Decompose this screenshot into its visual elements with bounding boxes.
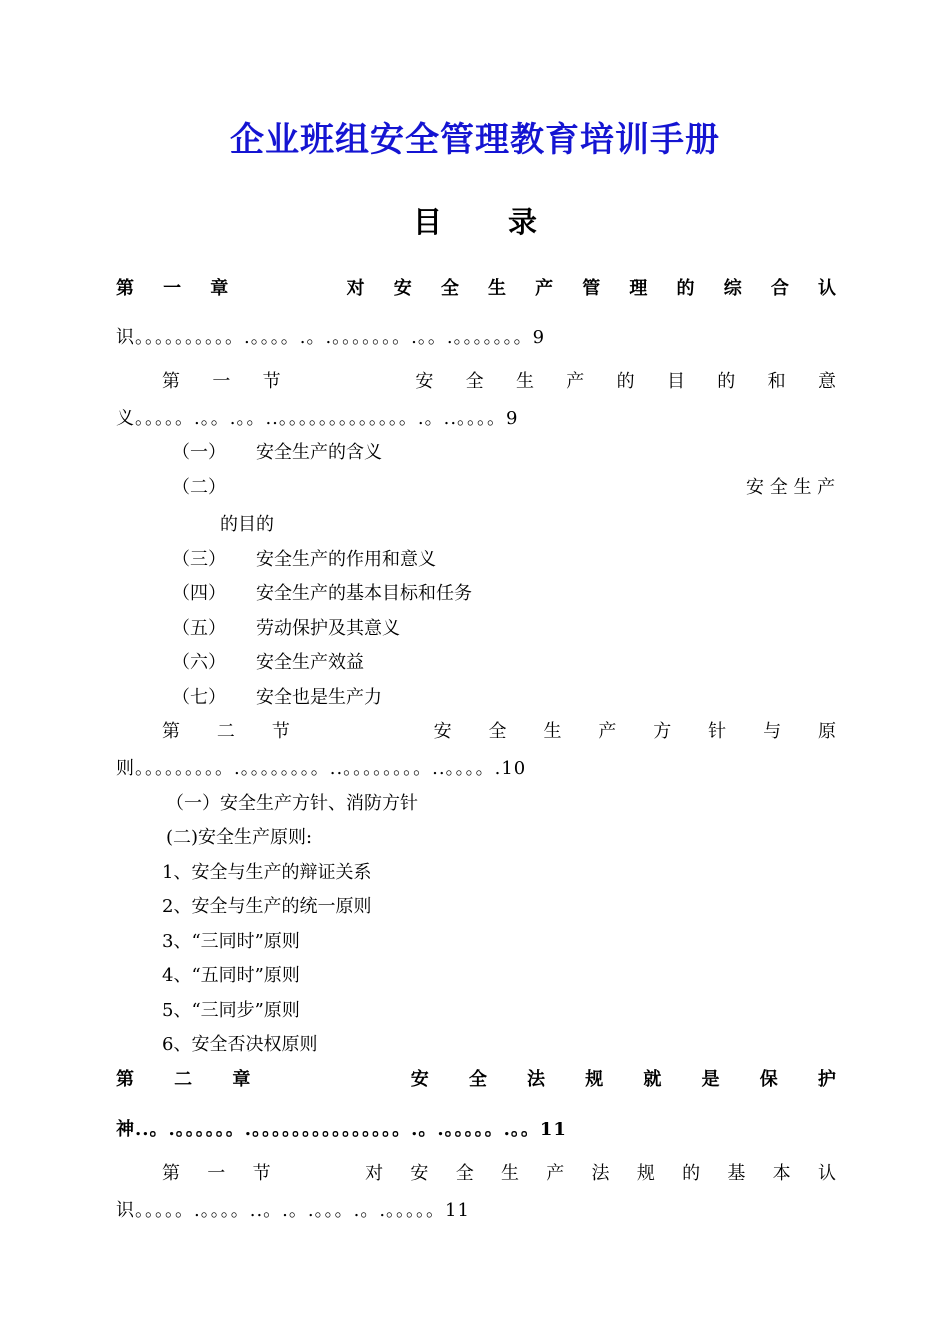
toc-char: 认 <box>817 1163 836 1184</box>
toc-char: 安 <box>410 1069 429 1090</box>
toc-char: 和 <box>767 371 786 392</box>
toc-char: 是 <box>701 1069 720 1090</box>
toc-char: 节 <box>252 1163 271 1184</box>
toc-char: 综 <box>723 278 742 299</box>
toc-item: 3、“三同时”原则 <box>162 931 300 952</box>
toc-char: 规 <box>636 1163 655 1184</box>
chapter-1-leader: 识。。。。。。。。。。.。。。。.。.。。。。。。。.。。.。。。。。。。9 <box>116 327 546 348</box>
toc-char: 安 <box>433 721 452 742</box>
toc-char: 节 <box>271 721 290 742</box>
toc-heading: 目 录 <box>412 205 566 239</box>
ch1-section-2-leader: 则。。。。。。。。。.。。。。。。。。..。。。。。。。。..。。。。.10 <box>116 758 527 779</box>
chapter-2-leader <box>116 1118 567 1142</box>
item-text: 劳动保护及其意义 <box>256 618 400 639</box>
toc-char: 方 <box>653 721 672 742</box>
toc-char: 全 <box>468 1069 487 1090</box>
item-number: （一） <box>172 442 226 463</box>
toc-char: 生 <box>500 1163 519 1184</box>
toc-char: 理 <box>629 278 648 299</box>
item-text: 安全生产的含义 <box>256 442 382 463</box>
toc-char: 安 <box>393 278 412 299</box>
item-text: 安 全 生 产 <box>746 477 836 498</box>
toc-item <box>172 617 400 641</box>
toc-char: 一 <box>207 1163 226 1184</box>
toc-char: 产 <box>546 1163 565 1184</box>
toc-char: 全 <box>440 278 459 299</box>
toc-char: 的 <box>717 371 736 392</box>
toc-char: 全 <box>465 371 484 392</box>
toc-char: 的 <box>616 371 635 392</box>
toc-char: 一 <box>163 278 182 299</box>
toc-char: 章 <box>210 278 229 299</box>
item-number: （七） <box>172 687 226 708</box>
toc-char: 第 <box>162 721 180 742</box>
toc-char: 安 <box>410 1163 429 1184</box>
toc-char: 生 <box>515 371 534 392</box>
item-text: 安全生产的基本目标和任务 <box>256 583 472 604</box>
document-title: 企业班组安全管理教育培训手册 <box>230 120 720 160</box>
toc-item <box>172 582 472 606</box>
item-text: 安全生产的作用和意义 <box>256 549 436 570</box>
item-text: 的目的 <box>220 514 274 535</box>
toc-char: 护 <box>817 1069 836 1090</box>
ch2-section-1-heading <box>162 1162 836 1186</box>
toc-char: 管 <box>582 278 601 299</box>
toc-char: 章 <box>232 1069 251 1090</box>
toc-char: 生 <box>543 721 562 742</box>
toc-char: 一 <box>212 371 231 392</box>
toc-char: 节 <box>262 371 281 392</box>
toc-char: 就 <box>643 1069 662 1090</box>
toc-item: 4、“五同时”原则 <box>162 965 300 986</box>
toc-char: 第 <box>116 1069 134 1090</box>
toc-char: 二 <box>216 721 235 742</box>
item-text: 安全生产效益 <box>256 652 364 673</box>
toc-char: 生 <box>487 278 506 299</box>
toc-item: (二)安全生产原则: <box>166 827 313 848</box>
item-number: （六） <box>172 652 226 673</box>
toc-char: 针 <box>708 721 727 742</box>
toc-char: 产 <box>535 278 554 299</box>
toc-char: 安 <box>415 371 434 392</box>
toc-char: 保 <box>759 1069 778 1090</box>
toc-char: 第 <box>116 278 134 299</box>
toc-char: 认 <box>817 278 836 299</box>
toc-item: 6、安全否决权原则 <box>162 1034 318 1055</box>
item-number: （四） <box>172 583 226 604</box>
toc-item: （一）安全生产方针、消防方针 <box>166 793 418 814</box>
item-number: （二） <box>172 477 226 498</box>
toc-char: 对 <box>346 278 365 299</box>
toc-char: 意 <box>817 371 836 392</box>
toc-char: 二 <box>174 1069 193 1090</box>
toc-char: 产 <box>566 371 585 392</box>
toc-item <box>172 476 226 500</box>
toc-item: 5、“三同步”原则 <box>162 1000 300 1021</box>
toc-char: 本 <box>772 1163 791 1184</box>
toc-item <box>172 441 382 465</box>
toc-char: 的 <box>676 278 695 299</box>
toc-char: 产 <box>598 721 617 742</box>
toc-char: 基 <box>727 1163 746 1184</box>
leader-text: 神..。.。。。。。。.。。。。。。。。。。。。。。。.。.。。。。。.。。11 <box>116 1119 567 1140</box>
toc-char: 第 <box>162 371 180 392</box>
item-number: （五） <box>172 618 226 639</box>
item-text: 安全也是生产力 <box>256 687 382 708</box>
ch1-section-1-leader: 义。。。。。.。。.。。..。。。。。。。。。。。。。.。..。。。。9 <box>116 408 519 429</box>
toc-item <box>172 651 364 675</box>
toc-item <box>172 686 382 710</box>
chapter-2-heading <box>116 1068 836 1092</box>
toc-char: 的 <box>682 1163 701 1184</box>
toc-char: 全 <box>488 721 507 742</box>
toc-item: 1、安全与生产的辩证关系 <box>162 862 372 883</box>
chapter-1-heading <box>116 277 836 301</box>
toc-char: 目 <box>666 371 685 392</box>
ch2-section-1-leader: 识。。。。。.。。。。..。.。.。。。.。.。。。。。11 <box>116 1200 470 1221</box>
toc-item: 2、安全与生产的统一原则 <box>162 896 372 917</box>
toc-item <box>172 548 436 572</box>
toc-char: 合 <box>770 278 789 299</box>
ch1-section-1-heading <box>162 370 836 394</box>
toc-char: 法 <box>591 1163 610 1184</box>
toc-char: 原 <box>817 721 836 742</box>
toc-char: 与 <box>763 721 782 742</box>
toc-char: 法 <box>527 1069 546 1090</box>
toc-char: 第 <box>162 1163 180 1184</box>
toc-char: 规 <box>585 1069 604 1090</box>
item-number: （三） <box>172 549 226 570</box>
toc-char: 全 <box>455 1163 474 1184</box>
toc-char: 对 <box>365 1163 384 1184</box>
ch1-section-2-heading <box>162 720 836 744</box>
